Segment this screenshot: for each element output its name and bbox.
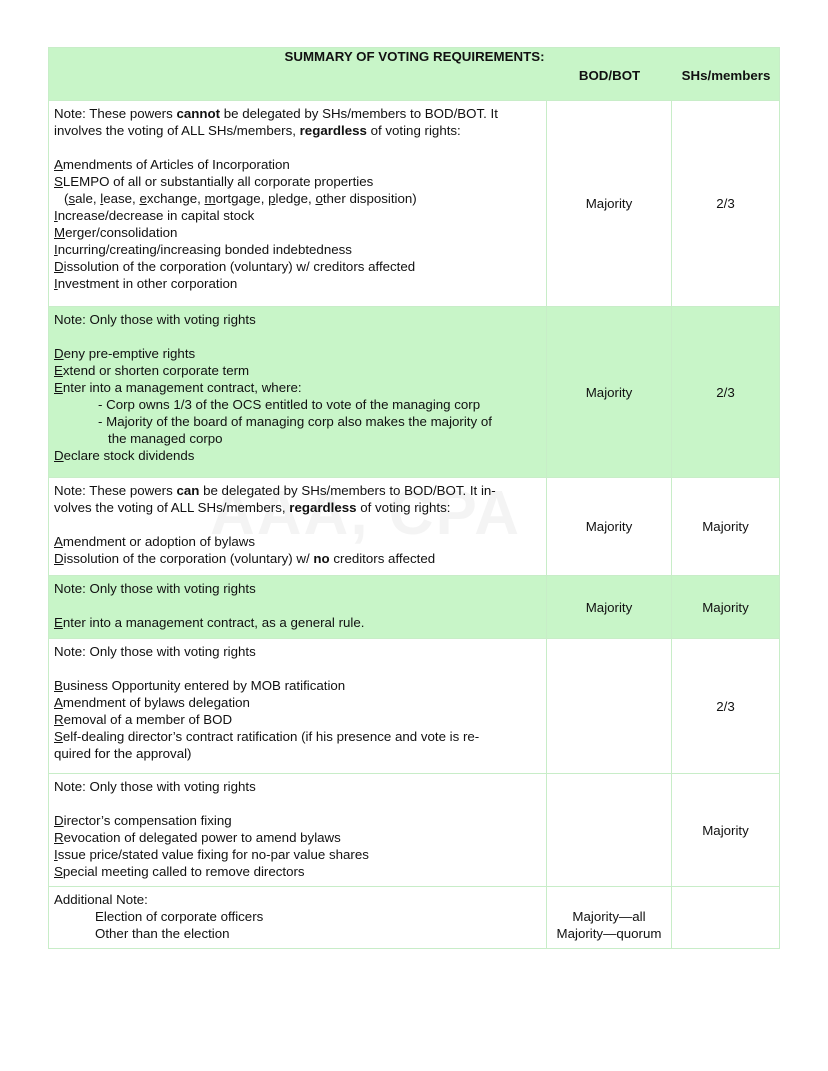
section-5-shs-value: 2/3 xyxy=(672,639,780,774)
section-2-bod-value: Majority xyxy=(547,307,672,478)
section-2-description xyxy=(49,307,547,478)
section-3-description xyxy=(49,478,547,576)
section-6-description xyxy=(49,774,547,887)
table-row xyxy=(49,307,780,478)
section-4-description xyxy=(49,576,547,639)
section-2-note: Note: Only those with voting rights xyxy=(54,312,256,327)
list-item: - Corp owns 1/3 of the OCS entitled to vote of the managing corp xyxy=(98,397,481,412)
section-5-bod-value xyxy=(547,639,672,774)
list-item: Election of corporate officers xyxy=(95,909,264,924)
list-item: Other than the election xyxy=(95,926,230,941)
list-item: Revocation of delegated power to amend bylaws xyxy=(54,830,341,845)
list-item: Enter into a management contract, where: xyxy=(54,380,302,395)
list-item: (sale, lease, exchange, mortgage, pledge, other disposition) xyxy=(64,191,417,206)
section-6-shs-value: Majority xyxy=(672,774,780,887)
section-1-description xyxy=(49,101,547,307)
list-item: Special meeting called to remove directors xyxy=(54,864,305,879)
section-6-bod-value xyxy=(547,774,672,887)
column-header-bod: BOD/BOT xyxy=(578,68,641,83)
section-6-note: Note: Only those with voting rights xyxy=(54,779,256,794)
table-row xyxy=(49,887,780,949)
list-item: Business Opportunity entered by MOB ratification xyxy=(54,678,346,693)
table-title: SUMMARY OF VOTING REQUIREMENTS: xyxy=(284,49,545,64)
section-7-description xyxy=(49,887,547,949)
list-item: - Majority of the board of managing corp also makes the majority of xyxy=(98,414,492,429)
table-header-row xyxy=(49,48,780,101)
list-item: Amendment or adoption of bylaws xyxy=(54,534,256,549)
table-row xyxy=(49,576,780,639)
section-3-note-line-1: Note: These powers can be delegated by SHs/members to BOD/BOT. It in- xyxy=(54,483,496,498)
list-item: Removal of a member of BOD xyxy=(54,712,233,727)
table-row xyxy=(49,639,780,774)
section-3-bod-value: Majority xyxy=(547,478,672,576)
list-item: Incurring/creating/increasing bonded indebtedness xyxy=(54,242,352,257)
list-item: Amendments of Articles of Incorporation xyxy=(54,157,290,172)
section-3-note-line-2: volves the voting of ALL SHs/members, regardless of voting rights: xyxy=(54,500,451,515)
list-item: Dissolution of the corporation (voluntary) w/ no creditors affected xyxy=(54,551,436,566)
section-7-bod-value-1: Majority—all xyxy=(572,909,646,924)
header-cell xyxy=(49,48,780,101)
section-1-shs-value: 2/3 xyxy=(672,101,780,307)
list-item: the managed corpo xyxy=(108,431,223,446)
list-item: Merger/consolidation xyxy=(54,225,178,240)
section-7-bod-value-2: Majority—quorum xyxy=(556,926,662,941)
list-item: Issue price/stated value fixing for no-par value shares xyxy=(54,847,369,862)
section-4-note: Note: Only those with voting rights xyxy=(54,581,256,596)
section-5-description xyxy=(49,639,547,774)
section-5-note: Note: Only those with voting rights xyxy=(54,644,256,659)
section-2-shs-value: 2/3 xyxy=(672,307,780,478)
list-item: Increase/decrease in capital stock xyxy=(54,208,255,223)
list-item: Enter into a management contract, as a general rule. xyxy=(54,615,365,630)
list-item: Deny pre-emptive rights xyxy=(54,346,196,361)
list-item: Director’s compensation fixing xyxy=(54,813,232,828)
section-7-bod-value xyxy=(547,887,672,949)
list-item: Extend or shorten corporate term xyxy=(54,363,250,378)
list-item: quired for the approval) xyxy=(54,746,192,761)
voting-requirements-sheet xyxy=(48,47,779,949)
list-item: SLEMPO of all or substantially all corporate properties xyxy=(54,174,374,189)
section-4-bod-value: Majority xyxy=(547,576,672,639)
section-7-shs-value xyxy=(672,887,780,949)
table-row xyxy=(49,774,780,887)
section-3-shs-value: Majority xyxy=(672,478,780,576)
list-item: Dissolution of the corporation (voluntary) w/ creditors affected xyxy=(54,259,416,274)
section-1-note-line-1: Note: These powers cannot be delegated by SHs/members to BOD/BOT. It xyxy=(54,106,498,121)
list-item: Declare stock dividends xyxy=(54,448,195,463)
list-item: Self-dealing director’s contract ratification (if his presence and vote is re- xyxy=(54,729,480,744)
section-7-note: Additional Note: xyxy=(54,892,148,907)
section-1-note-line-2: involves the voting of ALL SHs/members, regardless of voting rights: xyxy=(54,123,461,138)
list-item: Investment in other corporation xyxy=(54,276,238,291)
table-row xyxy=(49,478,780,576)
table-row xyxy=(49,101,780,307)
section-1-bod-value: Majority xyxy=(547,101,672,307)
section-4-shs-value: Majority xyxy=(672,576,780,639)
list-item: Amendment of bylaws delegation xyxy=(54,695,250,710)
voting-requirements-table xyxy=(48,47,780,949)
column-header-shs: SHs/members xyxy=(681,68,771,83)
